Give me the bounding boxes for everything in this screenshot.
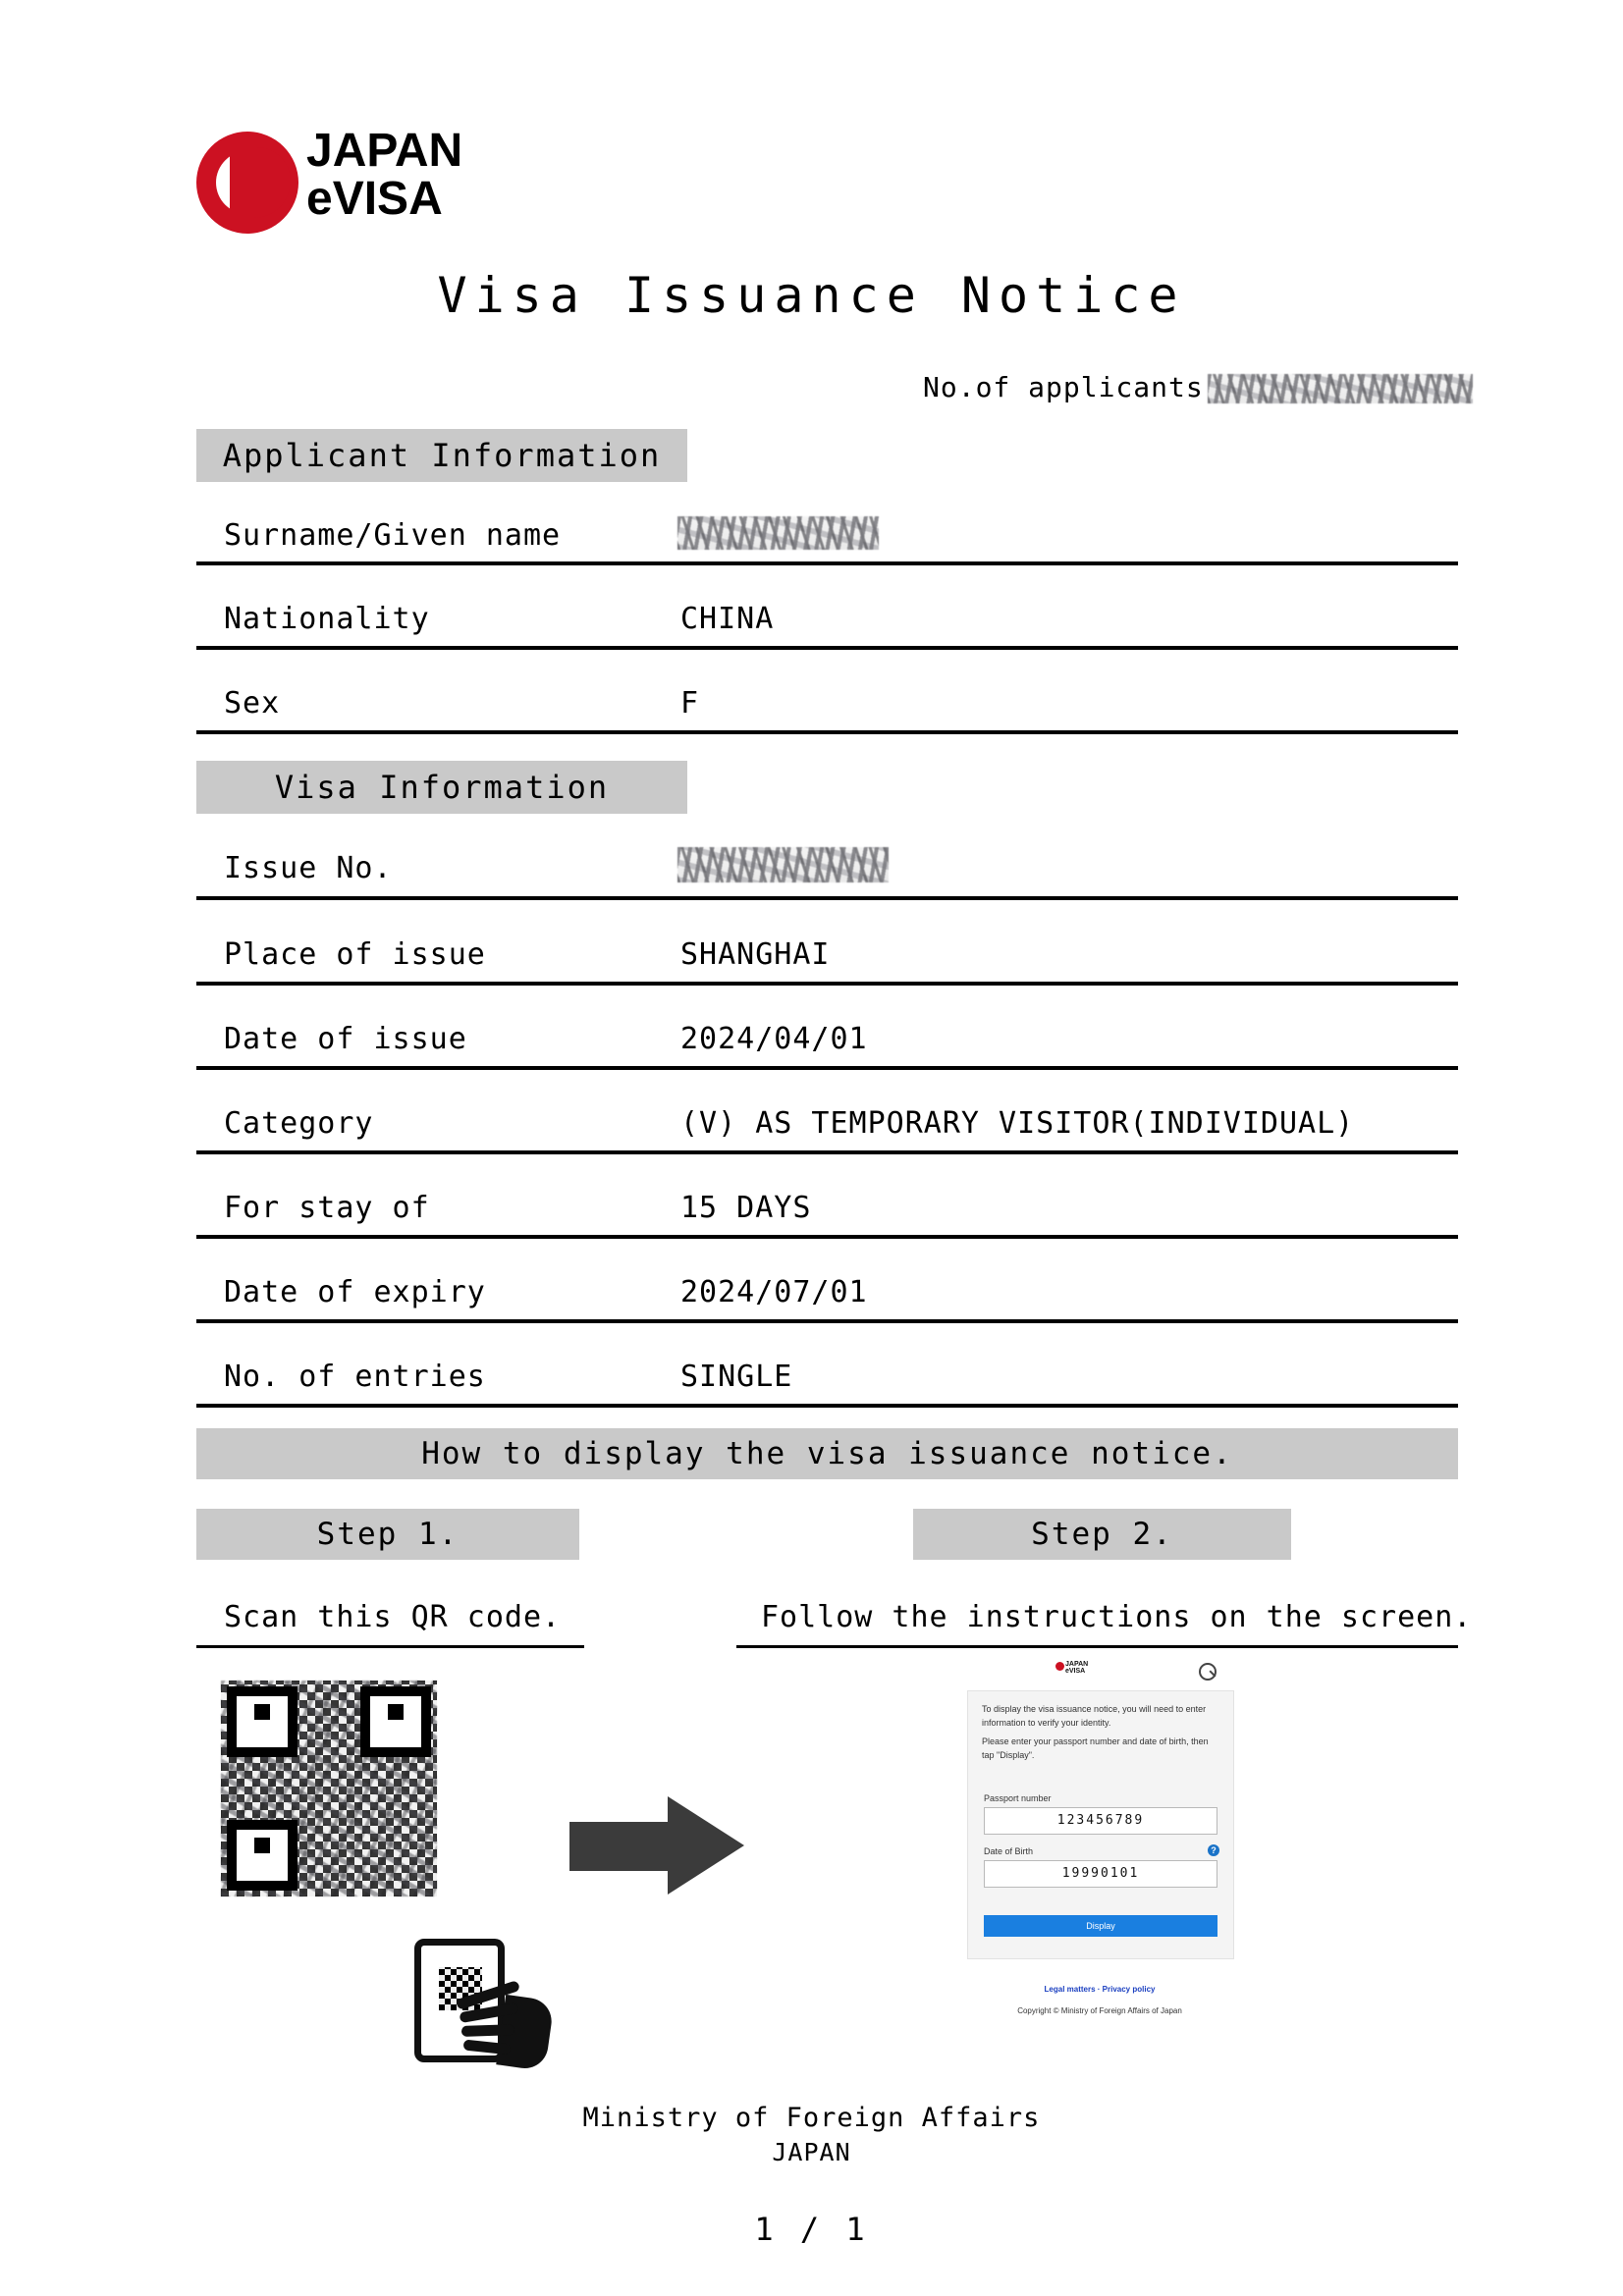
mock-form-card [967,1690,1234,1959]
japan-evisa-logo [196,125,501,236]
row-divider [196,896,1458,900]
mock-dob-input[interactable]: 19990101 [984,1860,1217,1888]
gear-icon [1199,1663,1217,1681]
mock-display-button[interactable]: Display [984,1915,1217,1937]
step-2-heading: Step 2. [913,1509,1291,1560]
field-value-for-stay-of: 15 DAYS [680,1191,812,1225]
qr-finder-icon [360,1686,431,1757]
footer-ministry: Ministry of Foreign Affairs [582,2103,1041,2133]
field-label-for-stay-of: For stay of [224,1191,430,1225]
row-divider [196,1404,1458,1408]
row-divider [196,1150,1458,1154]
field-label-date-of-expiry: Date of expiry [224,1275,486,1309]
qr-finder-icon [227,1820,298,1891]
logo-wordmark [306,125,463,225]
mock-legal-links[interactable]: Legal matters · Privacy policy [1044,1985,1156,1994]
page-title: Visa Issuance Notice [437,267,1186,324]
field-label-date-of-issue: Date of issue [224,1022,467,1056]
step-1-heading: Step 1. [196,1509,579,1560]
mock-logo-icon [1055,1662,1064,1671]
mock-passport-label: Passport number [984,1793,1052,1803]
row-divider [196,1066,1458,1070]
step-2-text: Follow the instructions on the screen. [761,1600,1473,1634]
field-label-sex: Sex [224,686,281,721]
visa-information-heading: Visa Information [196,761,687,814]
field-value-no-of-entries: SINGLE [680,1360,793,1394]
footer [0,2101,1623,2169]
row-divider [196,1319,1458,1323]
right-arrow-icon [569,1796,746,1895]
question-mark-icon[interactable]: ? [1208,1844,1219,1856]
row-divider [196,646,1458,650]
mock-logo [1065,1661,1088,1676]
instruction-screen-mockup [967,1661,1232,2049]
footer-country: JAPAN [772,2138,851,2167]
applicants-count-line [923,371,1473,403]
hand-holding-phone-scanning-qr-icon [405,1939,552,2056]
field-value-issue-no [677,846,889,882]
field-value-date-of-expiry: 2024/07/01 [680,1275,868,1309]
field-value-nationality: CHINA [680,602,775,636]
field-label-nationality: Nationality [224,602,430,636]
field-value-surname-given-name [677,514,879,550]
applicants-value-redacted [1208,374,1473,403]
japan-evisa-logo-icon [196,132,298,234]
step-1-divider [196,1645,584,1648]
how-to-display-banner: How to display the visa issuance notice. [196,1428,1458,1479]
qr-code-image [221,1681,437,1896]
mock-intro-line1: To display the visa issuance notice, you will need to enter information to verify your identity. [982,1704,1207,1728]
field-label-no-of-entries: No. of entries [224,1360,486,1394]
step-2-divider [736,1645,1458,1648]
field-value-place-of-issue: SHANGHAI [680,937,831,972]
field-value-date-of-issue: 2024/04/01 [680,1022,868,1056]
applicants-label: No.of applicants [923,371,1204,403]
qr-finder-icon [227,1686,298,1757]
issue-no-redacted [677,847,889,882]
surname-given-name-redacted [677,516,879,550]
row-divider [196,1235,1458,1239]
mock-logo-line1: JAPAN [1065,1661,1089,1668]
mock-passport-input[interactable]: 123456789 [984,1807,1217,1835]
field-label-surname-given-name: Surname/Given name [224,518,562,553]
mock-logo-line2: eVISA [1065,1668,1086,1676]
row-divider [196,561,1458,565]
row-divider [196,982,1458,986]
logo-line2: eVISA [306,172,443,225]
mock-intro-line2: Please enter your passport number and date of birth, then tap "Display". [982,1736,1209,1760]
page-number: 1 / 1 [754,2211,869,2248]
applicant-information-heading: Applicant Information [196,429,687,482]
field-label-category: Category [224,1106,374,1141]
row-divider [196,730,1458,734]
mock-dob-label: Date of Birth [984,1846,1034,1856]
field-value-category: (V) AS TEMPORARY VISITOR(INDIVIDUAL) [680,1106,1355,1141]
field-label-place-of-issue: Place of issue [224,937,486,972]
logo-line1: JAPAN [306,125,463,177]
field-value-sex: F [680,686,700,721]
field-label-issue-no: Issue No. [224,851,393,885]
step-1-text: Scan this QR code. [224,1600,562,1634]
mock-copyright: Copyright © Ministry of Foreign Affairs of Japan [1017,2006,1182,2015]
mock-intro-text [982,1703,1221,1762]
